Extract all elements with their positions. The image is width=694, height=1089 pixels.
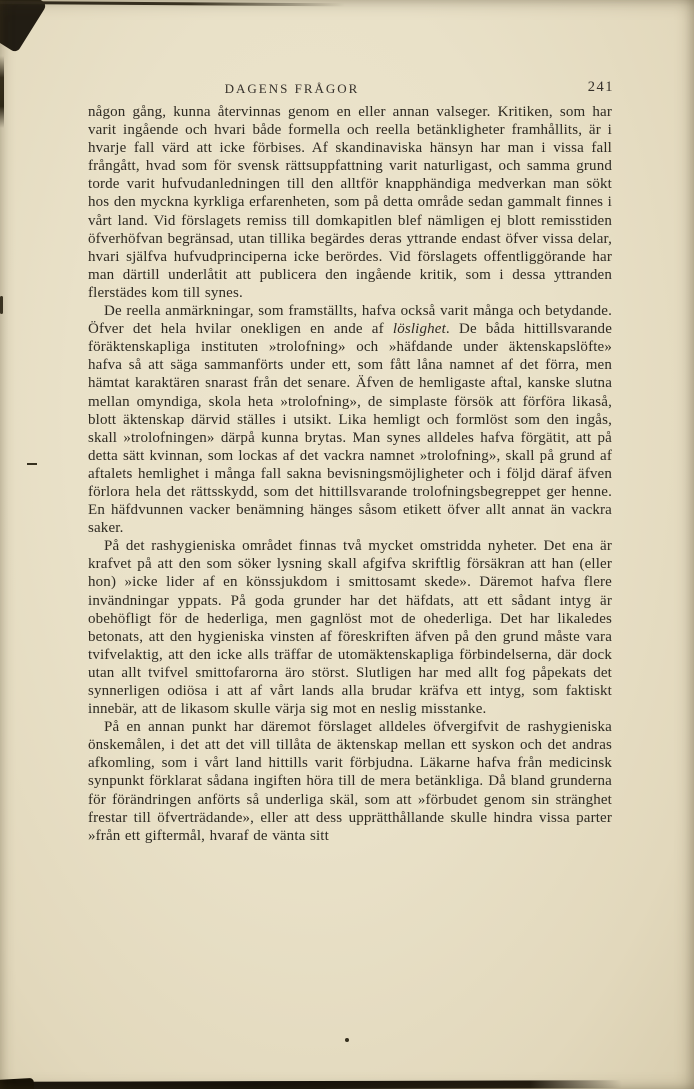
page-header xyxy=(88,81,612,101)
paragraph-4: På en annan punkt har däremot förslaget alldeles öfvergifvit de rashygieniska önskemålen, i det att det vill tillåta de äktenskap mellan ett syskon och det andras afkomling, som i vårt land hittills varit förbjudna. Läkarne hafva från medicinsk synpunkt förklarat sådana ingiften höra till de mera betänkliga. Då bland grunderna för förändringen anförts så underliga skäl, som att »förbudet genom sin stränghet frestar till öfverträdande», eller att dess upprätthållande skulle hindra vissa parter »från ett giftermål, hvaraf de vänta sitt xyxy=(88,719,612,844)
running-title: DAGENS FRÅGOR xyxy=(224,81,360,96)
paragraph-1: någon gång, kunna återvinnas genom en eller annan valseger. Kritiken, som har varit ingående och hvari både formella och reella betänkligheter framhållits, är i hvarje fall värd att icke förbises. Af skandinaviska hänsyn har man i vissa fall frångått, hvad som för svensk rättsuppfattning varit naturligast, och samma grund torde varit hufvudanledningen till den alltför knapphändiga medverkan man sökt hos den myckna kyrkliga erfarenheten, som på detta område sedan gammalt finnes i vårt land. Vid förslagets remiss till domkapitlen blef nämligen ej blott remisstiden öfverhöfvan begränsad, utan tillika begärdes deras yttrande endast öfver vissa delar, hvari själfva hufvudprinciperna icke berördes. Vid förslagets offentliggörande har man därtill underlåtit att publicera den ingående kritik, som i dessa yttranden flerstädes kom till synes. xyxy=(88,104,612,301)
scan-artifact-top-left-corner xyxy=(0,0,47,53)
paragraph-3: På det rashygieniska området finnas två mycket omstridda nyheter. Det ena är krafvet på att den som söker lysning skall afgifva skriftlig försäkran att han (eller hon) »icke lider af en könssjukdom i smittosamt skede». Däremot hafva flere invändningar yppats. På goda grunder har det häfdats, att ett sådant intyg är obehöfligt för de hederliga, men gagnlöst mot de ohederliga. Det har likaledes betonats, att den hygieniska vinsten af föreskriften äfven på den grund måste vara tvifvelaktig, att den icke alls träffar de utomäktenskapliga förbindelserna, där dock utan allt tvifvel smittofarorna äro störst. Slutligen har med allt fog påpekats det synnerligen odiösa i att af vårt lands alla brudar kräfva ett intyg, som faktiskt innebär, att de likasom skulle värja sig mot en neslig misstanke. xyxy=(88,538,612,718)
printers-mark-dot xyxy=(345,1038,349,1042)
paragraph-2-text-before: De reella anmärkningar, som framställts, hafva också varit många och betydande. Öfver det hela hvilar onekligen en ande af xyxy=(88,303,612,338)
page-number: 241 xyxy=(587,79,614,95)
scan-artifact-bottom-edge-band xyxy=(10,1080,622,1089)
page-text-block xyxy=(88,103,612,845)
paragraph-2 xyxy=(88,302,612,537)
italic-term: löslighet xyxy=(392,321,446,338)
scan-artifact-bottom-left-corner xyxy=(0,1078,34,1089)
scan-artifact-left-edge-mark-small xyxy=(0,296,3,314)
paragraph-2-text-after: . De båda hittillsvarande föräktenskapliga instituten »trolofning» och »häfdande under äktenskapslöfte» hafva så att säga sammanförts under ett, som fått låna namnet af det förra, men hämtat karaktären snarast från det senare. Äfven de hemligaste aftal, kanske slutna mellan omyndiga, skola heta »trolofning», de simplaste försök att förföra likaså, blott äktenskap därvid ställes i utsikt. Lika hemligt och formlöst som den ingås, skall »trolofningen» därpå kunna brytas. Man synes alldeles hafva förgätit, att på detta sätt kvinnan, som lockas af det vackra namnet »trolofning», skall på grund af aftalets hemlighet i många fall sakna bevisningsmöjligheter och i följd däraf äfven förlora hela det rättsskydd, som det hittillsvarande trolofningsbegreppet ger henne. En häfdvunnen vacker benämning hänges såsom etikett öfver allt annat än vackra saker. xyxy=(88,321,612,537)
scan-artifact-margin-dash xyxy=(27,463,37,465)
scan-artifact-left-edge-mark xyxy=(0,56,4,128)
scan-artifact-top-edge-line xyxy=(0,1,345,6)
